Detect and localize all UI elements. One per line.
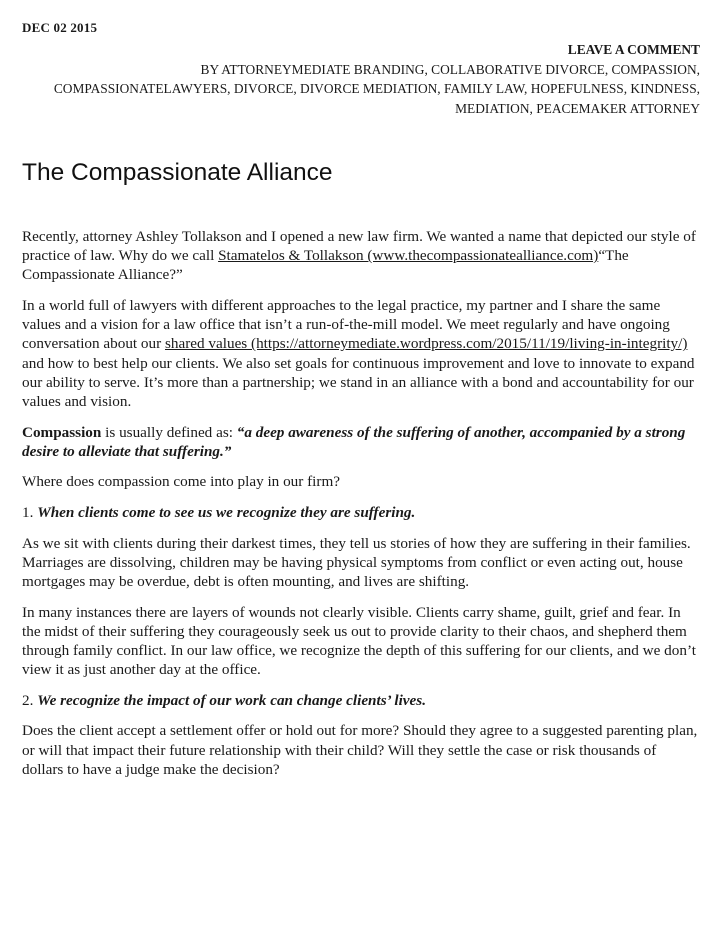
compassion-definition: “a deep awareness of the suffering of another, accompanied by a strong desire to alleviate that suffering.” <box>22 423 686 460</box>
point-heading-text: We recognize the impact of our work can change clients’ lives. <box>37 691 426 709</box>
post-body <box>22 227 700 790</box>
paragraph-text: is usually defined as: <box>101 423 237 441</box>
post-date: DEC 02 2015 <box>22 20 98 35</box>
paragraph-darkest-times: As we sit with clients during their darkest times, they tell us stories of how they are suffering in their families. Marriages are dissolving, children may be having physical symptoms from conflict or even acting out, house mortgages may be overdue, debt is often mounting, and lives are shifting. <box>22 534 691 590</box>
paragraph-wounds: In many instances there are layers of wounds not clearly visible. Clients carry shame, guilt, grief and fear. In the midst of their suffering they courageously seek us out to provide clarity to their chaos, and shepherd them through family conflict. In our law office, we recognize the depth of this suffering for our clients, and we don’t view it as just another day at the office. <box>22 603 696 679</box>
paragraph-question: Where does compassion come into play in our firm? <box>22 473 341 491</box>
firm-website-link[interactable]: Stamatelos & Tollakson (www.thecompassionatealliance.com) <box>218 247 599 265</box>
post-title[interactable]: The Compassionate Alliance <box>22 159 333 186</box>
paragraph-definition <box>22 423 700 461</box>
shared-values-link[interactable]: shared values (https://attorneymediate.wordpress.com/2015/11/19/living-in-integrity/) <box>164 335 688 353</box>
point-number: 1. <box>22 504 38 521</box>
paragraph-text: Recently, attorney Ashley Tollakson and I opened a new law firm. We wanted a name that depicted our style of practice of law. Why do we call <box>22 228 696 265</box>
post-taxonomy <box>22 60 700 119</box>
paragraph-intro <box>22 227 700 285</box>
post-categories[interactable]: BRANDING, COLLABORATIVE DIVORCE, COMPASSION, COMPASSIONATELAWYERS, DIVORCE, DIVORCE MEDIATION, FAMILY LAW, HOPEFULNESS, KINDNESS, MEDIATION, PEACEMAKER ATTORNEY <box>53 61 700 116</box>
paragraph-text: “The Compassionate Alliance?” <box>22 247 629 284</box>
point-number: 2. <box>22 691 38 709</box>
compassion-term: Compassion <box>22 423 102 441</box>
paragraph-settlement: Does the client accept a settlement offer or hold out for more? Should they agree to a suggested parenting plan, or will that impact their future relationship with their child? Will they settle the case or risk thousands of dollars to have a judge make the decision? <box>22 722 698 778</box>
point-two-heading <box>22 691 700 710</box>
post-meta <box>22 40 700 118</box>
paragraph-values <box>22 296 700 411</box>
paragraph-text: and how to best help our clients. We also set goals for continuous improvement and love to innovate to expand our ability to serve. It’s more than a partnership; we stand in an alliance with a bond and accountability for our values and vision. <box>22 354 695 411</box>
paragraph-text: In a world full of lawyers with different approaches to the legal practice, my partner and I share the same values and a vision for a law office that isn’t a run-of-the-mill model. We meet regularly and have ongoing conversation about our <box>22 297 670 353</box>
point-one-heading <box>22 503 700 522</box>
leave-comment-link[interactable]: LEAVE A COMMENT <box>567 42 700 57</box>
post-byline[interactable]: BY ATTORNEYMEDIATE <box>200 61 351 77</box>
point-heading-text: When clients come to see us we recognize they are suffering. <box>37 504 416 521</box>
